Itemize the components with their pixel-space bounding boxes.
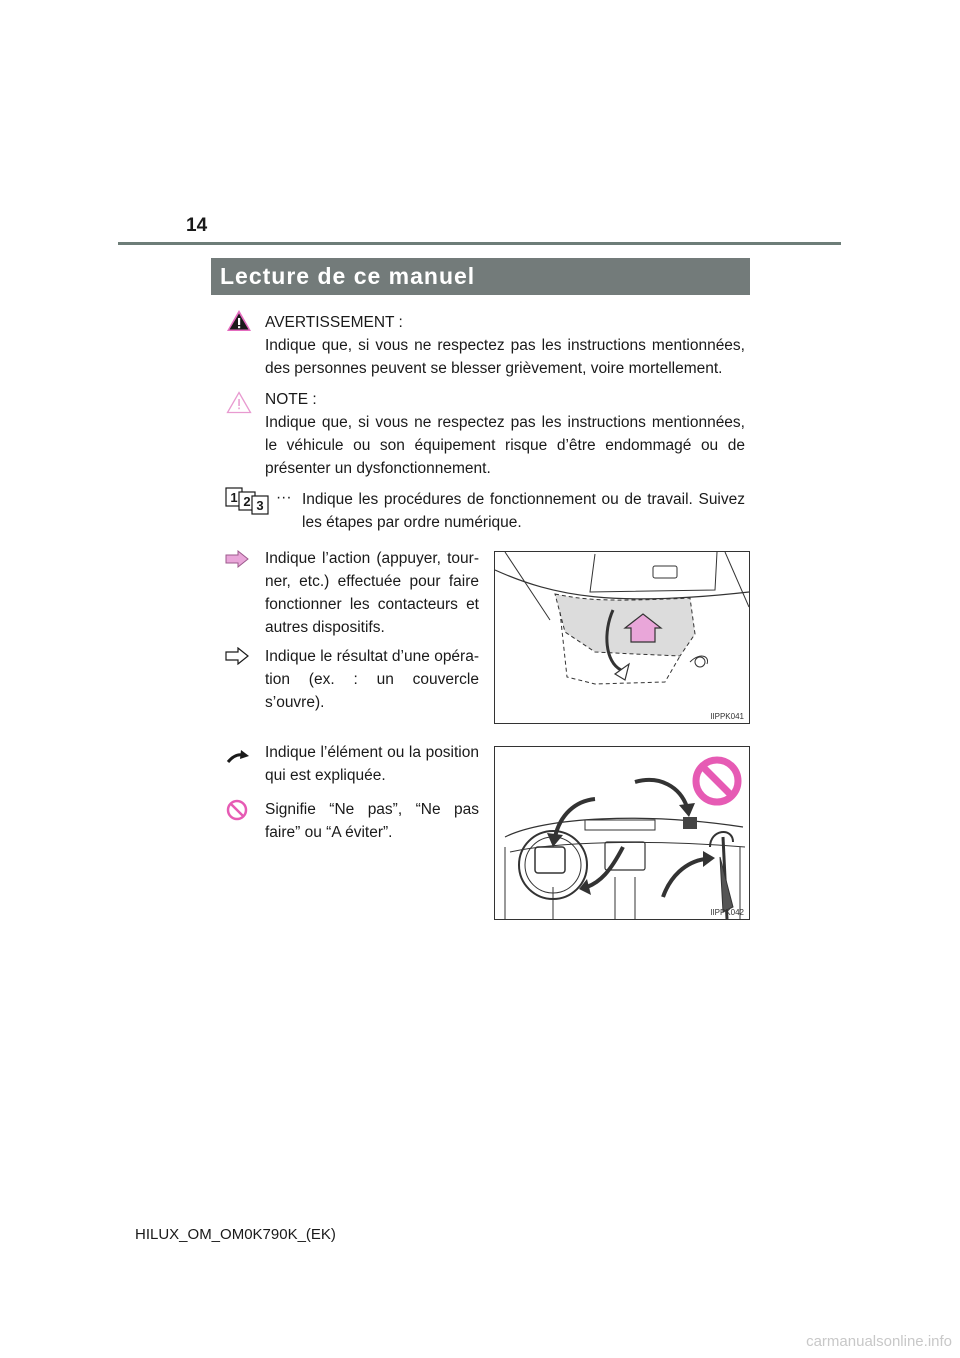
section-header: Lecture de ce manuel [211,258,750,295]
warning-filled-triangle-icon [226,309,252,332]
action-text: Indique l’action (appuyer, tour-ner, etc.) effectuée pour faire fonctionner les contacteurs et autres dispositifs. [265,550,479,636]
step-label-2: 2 [243,494,251,509]
watermark: carmanualsonline.info [806,1333,952,1350]
caution-outline-triangle-icon [226,391,252,414]
step-label-1: 1 [230,490,238,505]
outline-arrow-icon [225,647,249,665]
footer-code: HILUX_OM_OM0K790K_(EK) [135,1226,336,1243]
step-numbers-icon [225,487,273,517]
pointer-text: Indique l’élément ou la position qui est expliquée. [265,744,479,784]
prohibition-icon [226,799,248,821]
figure-dashboard [494,746,750,920]
warning-text: Indique que, si vous ne respectez pas les instructions mentionnées, des personnes peuvent se blesser grièvement, voire mortellement. [265,337,745,377]
figure-2-code: IIPPK042 [710,908,744,917]
prohibition-text: Signifie “Ne pas”, “Ne pas faire” ou “A éviter”. [265,801,479,841]
figure-overhead-console [494,551,750,724]
steps-ellipsis: ··· [276,489,292,506]
note-text: Indique que, si vous ne respectez pas les instructions mentionnées, le véhicule ou son équipement risque d’être endommagé ou de présenter un dysfonctionnement. [265,414,745,477]
warning-title: AVERTISSEMENT : [265,314,403,331]
pink-arrow-icon [225,550,249,568]
top-rule [118,242,841,245]
figure-1-code: IIPPK041 [710,712,744,721]
page-number: 14 [186,215,208,236]
note-title: NOTE : [265,391,317,408]
step-label-3: 3 [256,498,264,513]
result-text: Indique le résultat d’une opéra-tion (ex. : un couvercle s’ouvre). [265,648,479,711]
steps-text: Indique les procédures de fonctionnement ou de travail. Suivez les étapes par ordre numérique. [302,491,745,531]
curved-pointer-arrow-icon [226,748,250,766]
